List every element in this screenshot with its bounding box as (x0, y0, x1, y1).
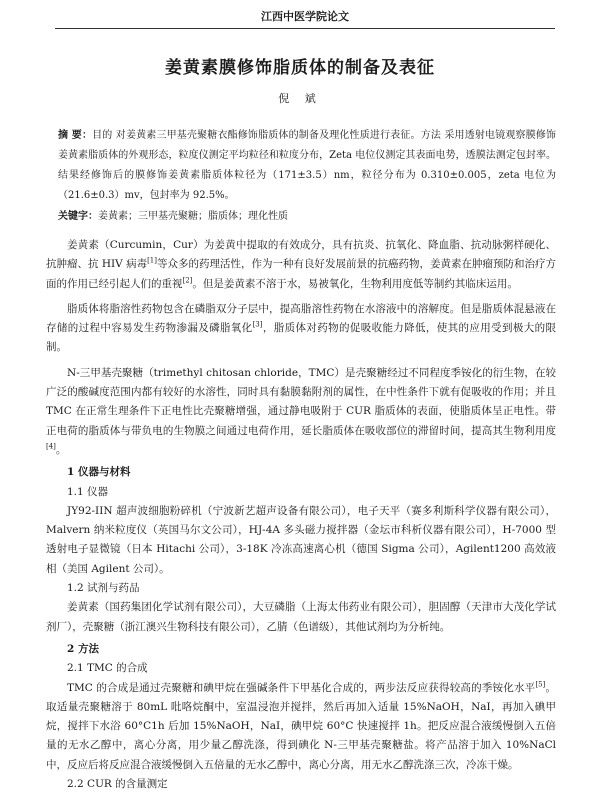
text-span: 脂质体将脂溶性药物包含在磷脂双分子层中，提高脂溶性药物在水溶液中的溶解度。但是脂质体混悬液在存储的过程中容易发生药物渗漏及磷脂氧化 (46, 302, 556, 335)
subsection-heading-2-1: 2.1 TMC 的合成 (67, 662, 148, 675)
abstract-label: 摘 要： (58, 130, 93, 141)
paper-title: 姜黄素膜修饰脂质体的制备及表征 (165, 58, 435, 78)
citation: [3] (252, 320, 263, 329)
subsection-heading-1-2: 1.2 试剂与药品 (67, 582, 140, 595)
text-span: 。取适量壳聚糖溶于 80mL 吡咯烷酮中，室温浸泡并搅拌，然后再加入适量 15%NaOH，NaI，再加入碘甲烷，搅拌下水浴 60°C1h 后加 15%NaOH，NaI，碘甲烷 60°C 快速搅拌 1h。把反应混合液缓慢倒入五倍量的无水乙醇中，离心分离，用少量乙醇洗涤，得到碘化 N-三甲基壳聚糖盐。将产品溶于加入 10%NaCl 中，反应后将反应混合液缓慢倒入五倍量的无水乙醇中，离心分离，用无水乙醇洗涤三次，冷冻干燥。 (46, 681, 557, 771)
journal-running-head: 江西中医学院论文 (55, 8, 555, 29)
keywords-text: 姜黄素；三甲基壳聚糖；脂质体；理化性质 (98, 211, 288, 222)
subsection-heading-2-2: 2.2 CUR 的含量测定 (67, 778, 168, 791)
text-span: N-三甲基壳聚糖（trimethyl chitosan chloride，TMC）是壳聚糖经过不同程度季铵化的衍生物，在较广泛的酸碱度范围内都有较好的水溶性，同时具有黏膜黏附剂的属性，在中性条件下就有促吸收的作用；并且 TMC 在正常生理条件下正电性比壳聚糖增强，通过静电吸附于 CUR 脂质体的表面，使脂质体呈正电性。带正电荷的脂质体与带负电的生物膜之间通过电荷作用，延长脂质体在吸收部位的滞留时间，提高其生物利用度 (46, 366, 556, 437)
reagents-paragraph: 姜黄素（国药集团化学试剂有限公司），大豆磷脂（上海太伟药业有限公司），胆固醇（天津市大茂化学试剂厂），壳聚糖（浙江澳兴生物科技有限公司），乙腈（色谱级），其他试剂均为分析纯。 (46, 601, 556, 633)
citation: [4] (46, 442, 56, 451)
citation: [5] (535, 680, 546, 689)
citation: [2] (182, 276, 193, 285)
section-heading-2: 2 方法 (67, 642, 99, 655)
abstract-text: 目的 对姜黄素三甲基壳聚糖衣酯修饰脂质体的制备及理化性质进行表征。方法 采用透射电镜观察膜修饰姜黄素脂质体的外观形态，粒度仪测定平均粒径和粒度分布，Zeta 电位仪测定其表面电势，透膜法测定包封率。结果经修饰后的膜修饰姜黄素脂质体粒径为（171±3.5）nm，粒径分布为 0.310±0.005，zeta 电位为（21.6±0.3）mv，包封率为 92.5%。 (58, 130, 557, 201)
text-span: 姜黄素（Curcumin，Cur）为姜黄中提取的有效成分，具有抗炎、抗氧化、降血脂、抗动脉粥样硬化、抗肿瘤、抗 HIV 病毒 (46, 239, 556, 271)
paper-body (46, 236, 556, 794)
text-span: ，脂质体对药物的促吸收能力降低，使其的应用受到极大的限制。 (46, 322, 557, 354)
keywords-label: 关键字： (58, 211, 98, 222)
author-name: 倪 斌 (278, 92, 322, 105)
text-span: 等众多的药理活性，作为一种有良好发展前景的抗癌药物，姜黄素在肿瘤预防和治疗方面的作用已经引起人们的重视 (46, 258, 557, 290)
subsection-heading-1-1: 1.1 仪器 (67, 485, 109, 498)
instruments-paragraph: JY92-IIN 超声波细胞粉碎机（宁波新艺超声设备有限公司），电子天平（赛多利斯科学仪器有限公司），Malvern 纳米粒度仪（英国马尔文公司），HJ-4A 多头磁力搅拌器（金坛市科析仪器有限公司），H-7000 型透射电子显微镜（日本 Hitachi 公司），3-18K 冷冻高速离心机（德国 Sigma 公司），Agilent1200 高效液相（美国 Agilent 公司）。 (46, 504, 556, 575)
section-heading-1: 1 仪器与材料 (67, 466, 131, 479)
keywords (58, 207, 556, 227)
intro-paragraph-1 (46, 236, 556, 294)
tmc-synthesis-paragraph (46, 679, 556, 775)
text-span: 。 (55, 443, 67, 456)
intro-paragraph-3 (46, 364, 556, 460)
text-span: TMC 的合成是通过壳聚糖和碘甲烷在强碱条件下甲基化合成的，两步法反应获得较高的季铵化水平 (67, 681, 536, 694)
text-span: 。但是姜黄素不溶于水，易被氧化，生物利用度低等制约其临床运用。 (192, 277, 518, 290)
intro-paragraph-2 (46, 300, 556, 358)
abstract (58, 126, 556, 206)
citation: [1] (147, 256, 157, 265)
